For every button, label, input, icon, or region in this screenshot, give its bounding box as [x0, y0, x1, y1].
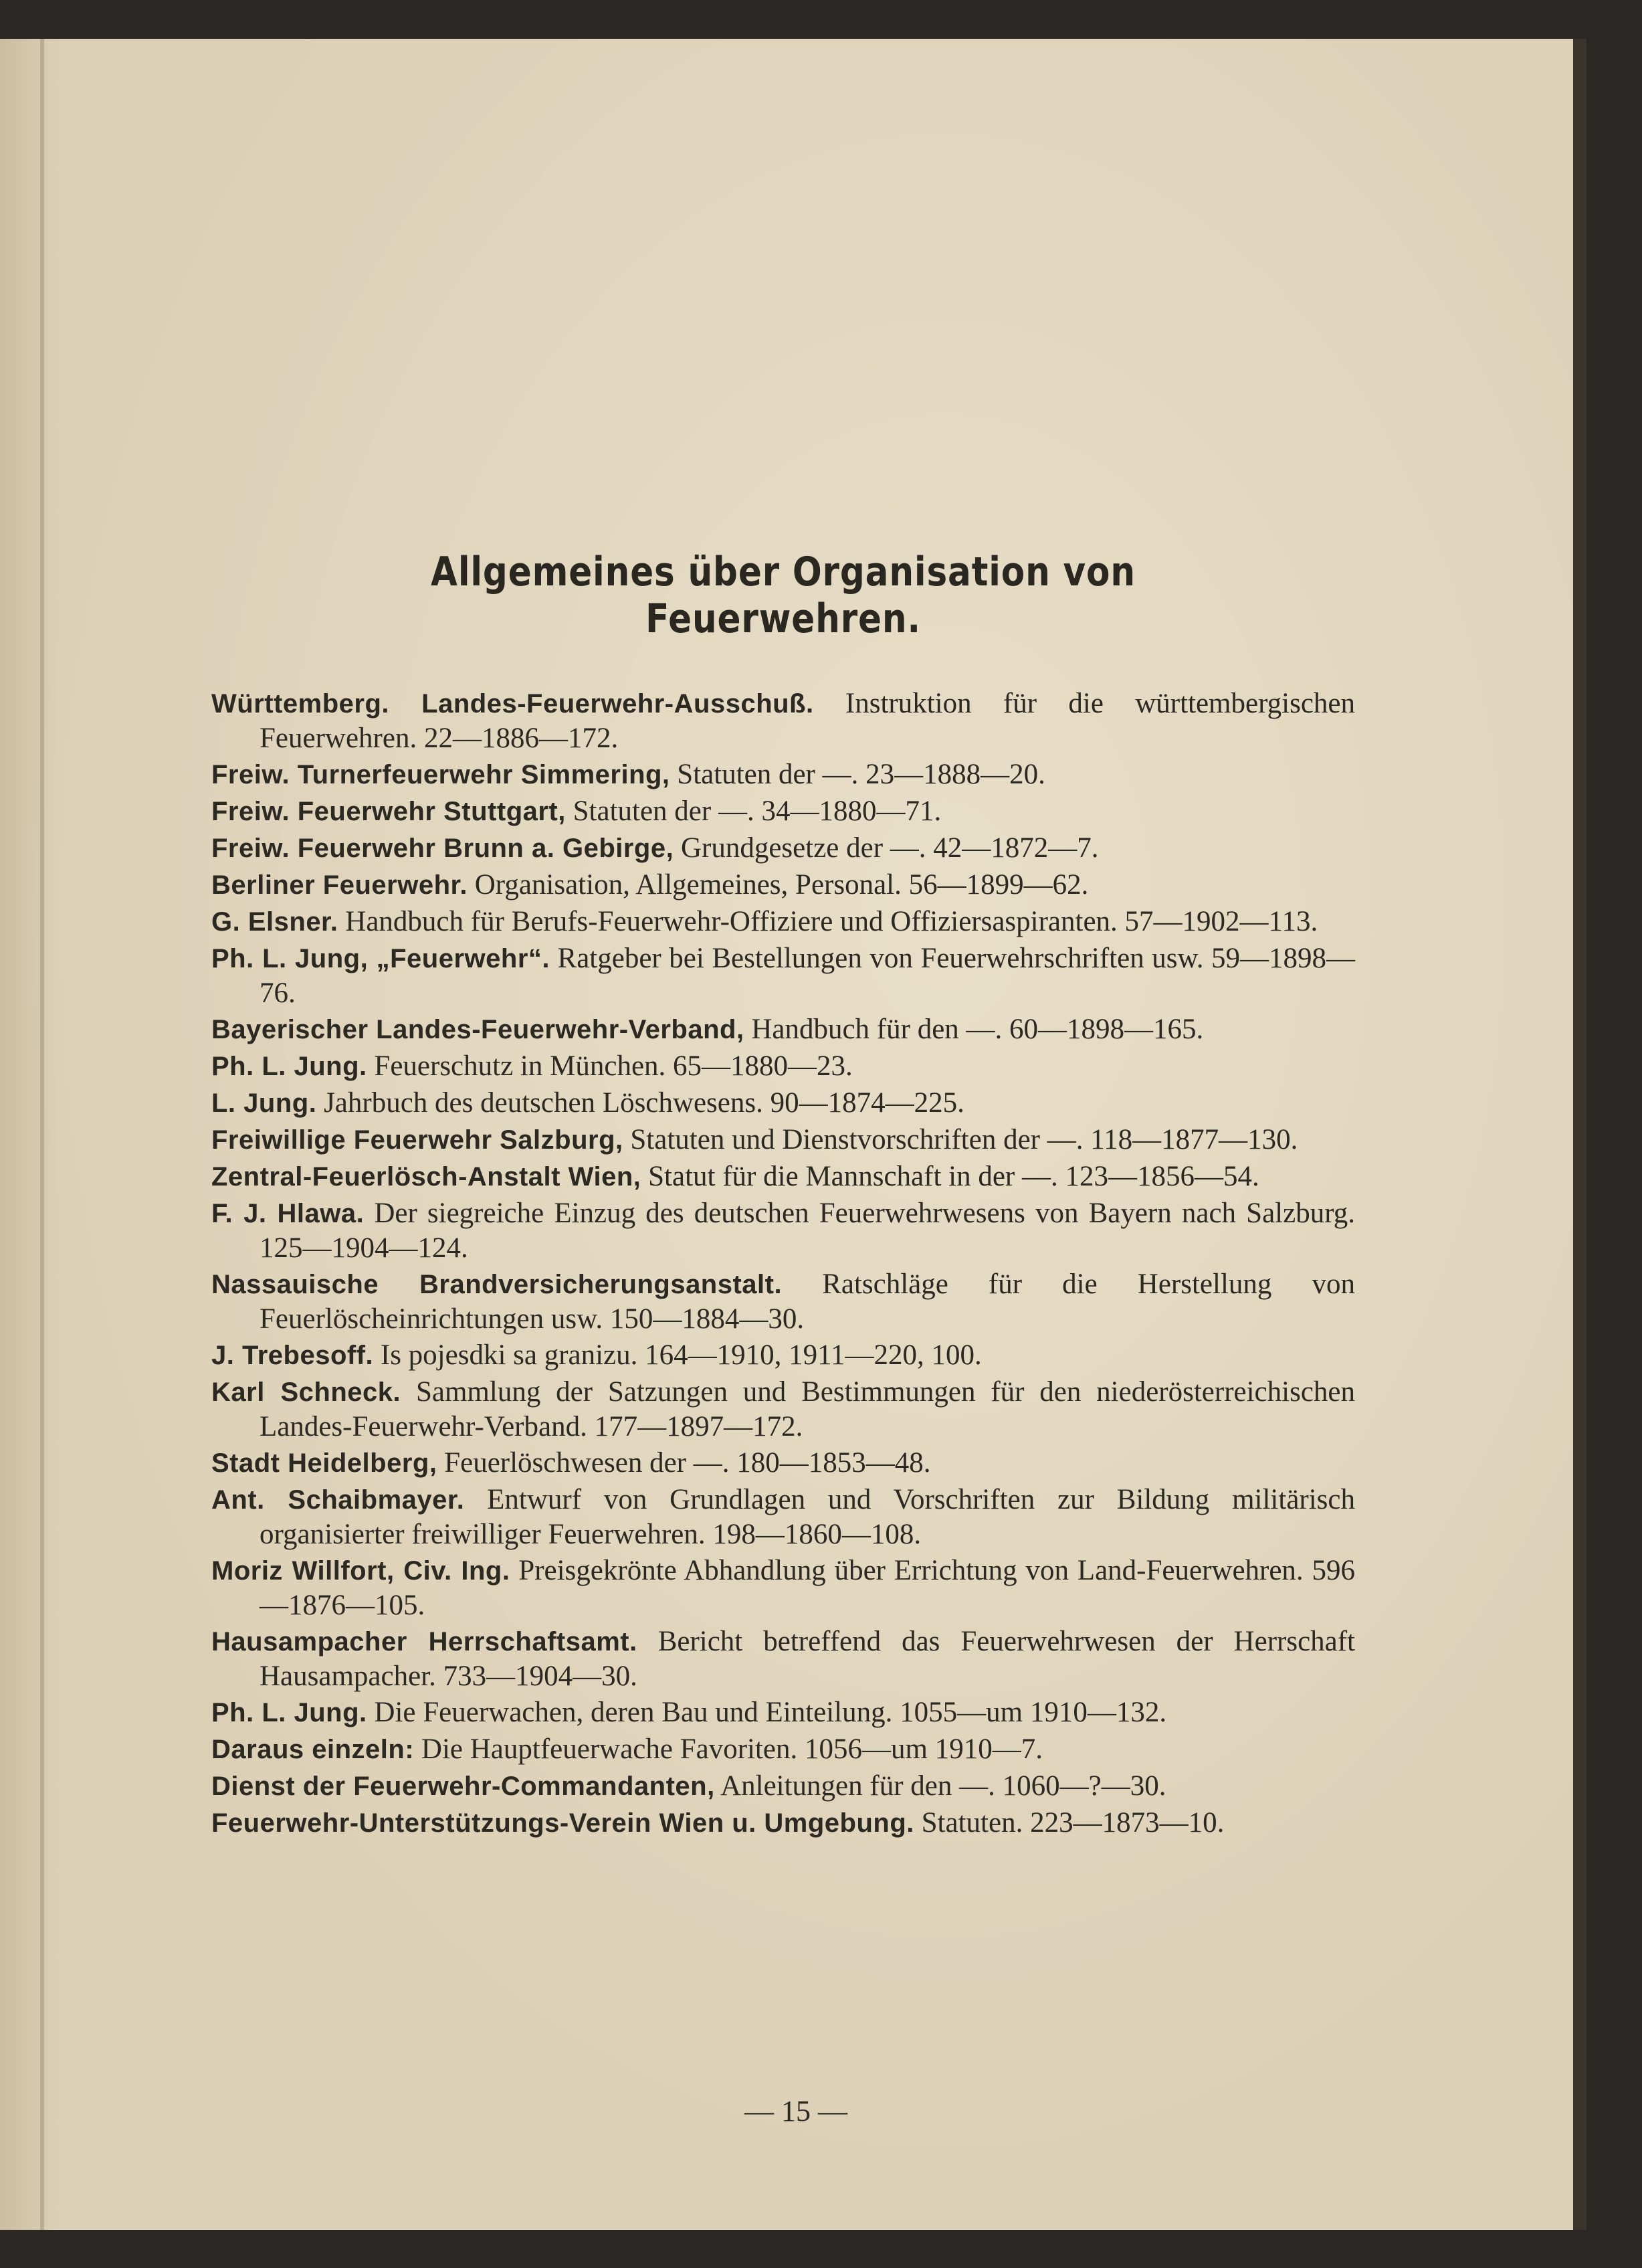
entry-text: Die Feuerwachen, deren Bau und Einteilung. 1055—um 1910—132. [367, 1697, 1167, 1728]
entry-text: Preisgekrönte Abhandlung über Errichtung von Land-Feuerwehren. 596—1876—105. [260, 1555, 1355, 1621]
entry-author: Hausampacher Herrschaftsamt. [211, 1627, 637, 1657]
entry-author: Stadt Heidelberg, [211, 1448, 437, 1478]
entry-text: Grundgesetze der —. 42—1872—7. [674, 832, 1099, 864]
entry-author: J. Trebesoff. [211, 1341, 374, 1370]
entry-author: F. J. Hlawa. [211, 1199, 365, 1228]
entry-author: Freiw. Turnerfeuerwehr Simmering, [211, 760, 670, 789]
bibliography-entry [211, 1624, 1355, 1693]
bibliography-entry [211, 1338, 1355, 1373]
bibliography-entry [211, 1123, 1355, 1157]
entry-author: Karl Schneck. [211, 1378, 401, 1407]
entry-author: Freiw. Feuerwehr Stuttgart, [211, 797, 566, 826]
bibliography-entry [211, 1769, 1355, 1804]
entry-text: Statut für die Mannschaft in der —. 123—1856—54. [641, 1161, 1259, 1192]
entry-author: G. Elsner. [211, 907, 338, 937]
bibliography-entry [211, 1049, 1355, 1084]
entry-text: Handbuch für Berufs-Feuerwehr-Offiziere und Offiziersaspiranten. 57—1902—113. [338, 906, 1318, 937]
bibliography-entry [211, 1446, 1355, 1481]
bibliography-entry [211, 757, 1355, 792]
bibliography-entry [211, 1267, 1355, 1336]
entry-text: Statuten der —. 23—1888—20. [670, 759, 1045, 790]
entry-author: Daraus einzeln: [211, 1735, 415, 1764]
bibliography-entry [211, 1695, 1355, 1730]
entry-author: Ph. L. Jung, „Feuerwehr“. [211, 944, 550, 973]
bibliography-entry [211, 1553, 1355, 1622]
entry-author: Zentral-Feuerlösch-Anstalt Wien, [211, 1162, 641, 1192]
entry-text: Die Hauptfeuerwache Favoriten. 1056—um 1910—7. [414, 1733, 1043, 1765]
entry-text: Handbuch für den —. 60—1898—165. [744, 1014, 1204, 1045]
entry-text: Sammlung der Satzungen und Bestimmungen für den niederösterreichischen Landes-Feuerwehr-Verband. 177—1897—172. [260, 1376, 1355, 1442]
entry-text: Ratschläge für die Herstellung von Feuerlöscheinrichtungen usw. 150—1884—30. [260, 1268, 1355, 1335]
page-edge [1573, 39, 1586, 2230]
page-content [211, 549, 1355, 1842]
bibliography-entry [211, 686, 1355, 755]
section-heading: Allgemeines über Organisation von Feuerwehren. [431, 549, 1136, 642]
entry-text: Statuten und Dienstvorschriften der —. 118—1877—130. [623, 1124, 1298, 1155]
bibliography-entry [211, 1159, 1355, 1194]
entry-text: Jahrbuch des deutschen Löschwesens. 90—1874—225. [316, 1087, 964, 1119]
bibliography-entry [211, 1012, 1355, 1047]
entry-author: L. Jung. [211, 1089, 317, 1118]
entry-author: Freiw. Feuerwehr Brunn a. Gebirge, [211, 834, 674, 863]
entry-text: Ratgeber bei Bestellungen von Feuerwehrschriften usw. 59—1898—76. [260, 943, 1356, 1009]
entry-author: Nassauische Brandversicherungsanstalt. [211, 1270, 783, 1299]
entry-author: Freiwillige Feuerwehr Salzburg, [211, 1125, 623, 1155]
entry-text: Anleitungen für den —. 1060—?—30. [714, 1770, 1166, 1802]
entry-author: Moriz Willfort, Civ. Ing. [211, 1556, 510, 1586]
entry-text: Feuerlöschwesen der —. 180—1853—48. [437, 1447, 931, 1479]
bibliography-entry [211, 1483, 1355, 1551]
entry-text: Bericht betreffend das Feuerwehrwesen der Herrschaft Hausampacher. 733—1904—30. [260, 1626, 1355, 1692]
bibliography-entry [211, 1806, 1355, 1840]
entry-author: Ant. Schaibmayer. [211, 1485, 465, 1515]
bibliography-entry [211, 1375, 1355, 1444]
bibliography-entry [211, 794, 1355, 829]
entry-author: Württemberg. Landes-Feuerwehr-Ausschuß. [211, 689, 814, 719]
entry-text: Statuten. 223—1873—10. [914, 1807, 1225, 1838]
entry-text: Statuten der —. 34—1880—71. [565, 795, 942, 827]
entry-text: Feuerschutz in München. 65—1880—23. [367, 1050, 853, 1082]
entry-text: Instruktion für die württembergischen Feuerwehren. 22—1886—172. [260, 688, 1355, 754]
bibliography-entry [211, 941, 1355, 1010]
entry-author: Feuerwehr-Unterstützungs-Verein Wien u. Umgebung. [211, 1808, 914, 1838]
entry-text: Organisation, Allgemeines, Personal. 56—1899—62. [467, 869, 1089, 901]
bibliography-entry [211, 1196, 1355, 1265]
entry-author: Ph. L. Jung. [211, 1052, 367, 1081]
bibliography-entry [211, 868, 1355, 903]
page-number: — 15 — [744, 2095, 847, 2128]
entry-author: Ph. L. Jung. [211, 1698, 367, 1727]
bibliography-entry [211, 1086, 1355, 1121]
bibliography-entry [211, 831, 1355, 866]
entry-author: Berliner Feuerwehr. [211, 870, 468, 900]
bibliography-list [211, 686, 1355, 1840]
entry-text: Entwurf von Grundlagen und Vorschriften zur Bildung militärisch organisierter freiwilliger Feuerwehren. 198—1860—108. [260, 1484, 1355, 1550]
bibliography-entry [211, 905, 1355, 939]
page-gutter [40, 39, 44, 2230]
entry-author: Bayerischer Landes-Feuerwehr-Verband, [211, 1015, 744, 1044]
bibliography-entry [211, 1732, 1355, 1767]
entry-text: Der siegreiche Einzug des deutschen Feuerwehrwesens von Bayern nach Salzburg. 125—1904—124. [260, 1198, 1355, 1264]
entry-author: Dienst der Feuerwehr-Commandanten, [211, 1772, 715, 1801]
entry-text: Is pojesdki sa granizu. 164—1910, 1911—220, 100. [373, 1339, 982, 1371]
